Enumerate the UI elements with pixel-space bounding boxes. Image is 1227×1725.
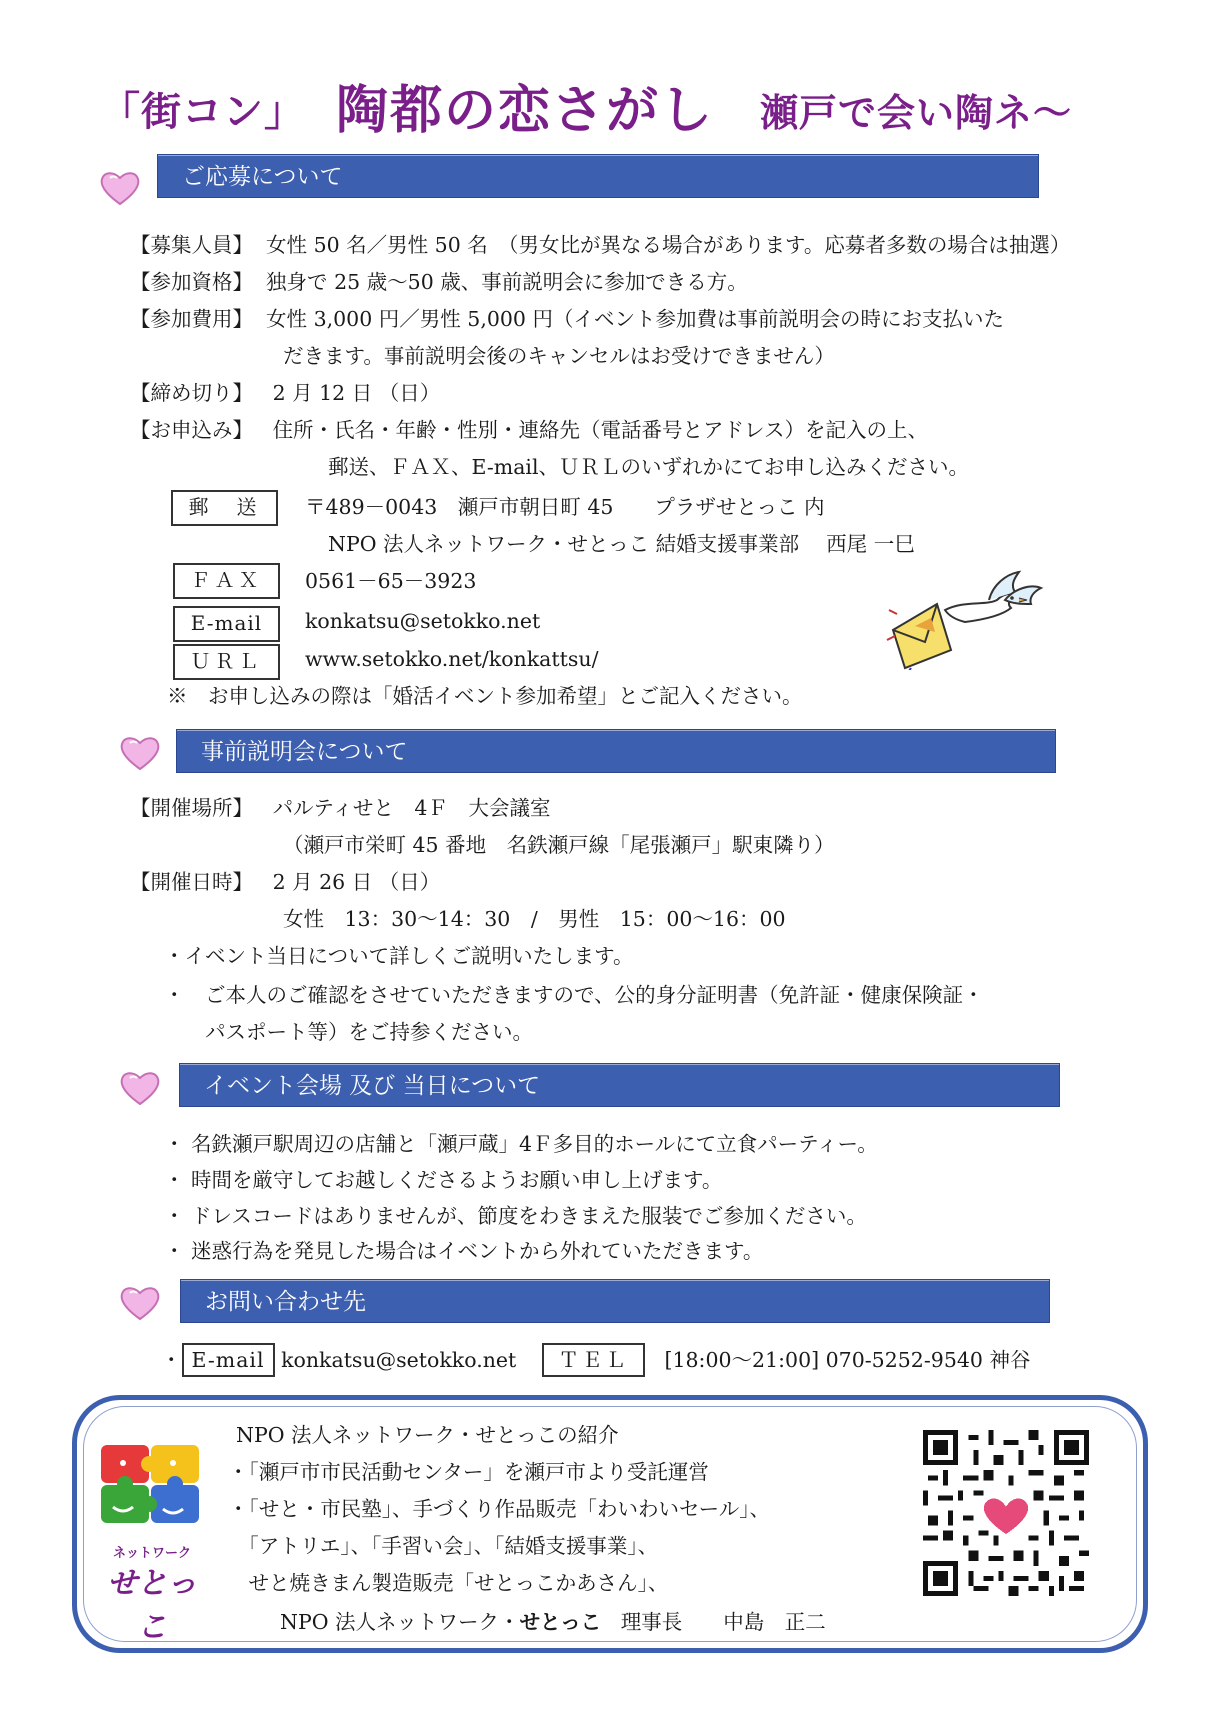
row-fee-cont: だきます。事前説明会後のキャンセルはお受けできません） xyxy=(283,344,835,368)
qr-code[interactable] xyxy=(923,1430,1089,1596)
row-value: 2 月 12 日 （日） xyxy=(272,381,441,405)
row-label: 【お申込み】 xyxy=(130,418,253,442)
section-header-briefing: 事前説明会について xyxy=(176,729,1056,773)
contact-label-post: 郵 送 xyxy=(171,490,278,526)
row-deadline xyxy=(130,379,440,407)
row-fee xyxy=(130,305,1004,333)
title-part-sub: 瀬戸で会い陶ネ～ xyxy=(760,91,1073,135)
event-bullet: ・ 迷惑行為を発見した場合はイベントから外れていただきます。 xyxy=(164,1239,764,1263)
row-application xyxy=(130,416,928,444)
event-bullet-text: 時間を厳守してお越しくださるようお願い申し上げます。 xyxy=(191,1168,723,1192)
row-label: 【締め切り】 xyxy=(130,381,253,405)
row-label: 【開催日時】 xyxy=(130,870,253,894)
bird-letter-illustration xyxy=(885,570,1045,670)
row-label: 【参加資格】 xyxy=(130,270,253,294)
panel-line: せと焼きまん製造販売「せとっこかあさん」、 xyxy=(228,1571,669,1595)
panel-line: ・「せと・市民塾」、手づくり作品販売「わいわいセール」、 xyxy=(228,1497,771,1521)
apply-note: ※ お申し込みの際は「婚活イベント参加希望」とご記入ください。 xyxy=(167,684,803,708)
row-venue-address: （瀬戸市栄町 45 番地 名鉄瀬戸線「尾張瀬戸」駅東隣り） xyxy=(283,833,835,857)
briefing-bullet: ・ ご本人のご確認をさせていただきますので、公的身分証明書（免許証・健康保険証・ xyxy=(164,983,984,1007)
heart-icon xyxy=(98,168,142,208)
event-bullet: ・ 時間を厳守してお越しくださるようお願い申し上げます。 xyxy=(164,1168,723,1192)
briefing-bullet: パスポート等）をご持参ください。 xyxy=(164,1020,533,1044)
page-title xyxy=(100,68,1150,141)
panel-line: 「アトリエ」、「手習い会」、「結婚支援事業」、 xyxy=(228,1534,659,1558)
section-header-event: イベント会場 及び 当日について xyxy=(179,1063,1060,1107)
event-bullet: ・ 名鉄瀬戸駅周辺の店舗と「瀬戸蔵」4Ｆ多目的ホールにて立食パーティー。 xyxy=(164,1132,878,1156)
row-label: 【参加費用】 xyxy=(130,307,253,331)
heart-icon xyxy=(118,733,162,773)
briefing-bullet: ・イベント当日について詳しくご説明いたします。 xyxy=(164,944,634,968)
logo-text-setokko: せとっこ xyxy=(107,1566,197,1645)
panel-signature xyxy=(280,1608,826,1636)
title-part-main: 陶都の恋さがし xyxy=(336,81,715,141)
row-value: 住所・氏名・年齢・性別・連絡先（電話番号とアドレス）を記入の上、 xyxy=(272,418,928,442)
row-application-cont: 郵送、ＦＡＸ、E-mail、ＵＲＬのいずれかにてお申し込みください。 xyxy=(328,455,970,479)
contact-url-link[interactable]: www.setokko.net/konkattsu/ xyxy=(305,647,599,671)
row-value: 女性 3,000 円／男性 5,000 円（イベント参加費は事前説明会の時にお支払いた xyxy=(266,307,1004,331)
signature-org: せとっこ xyxy=(519,1610,602,1634)
panel-line: ・「瀬戸市市民活動センター」を瀬戸市より受託運営 xyxy=(228,1460,709,1484)
event-bullet-text: 名鉄瀬戸駅周辺の店舗と「瀬戸蔵」4Ｆ多目的ホールにて立食パーティー。 xyxy=(191,1132,878,1156)
contact-post-recipient: NPO 法人ネットワーク・せとっこ 結婚支援事業部 西尾 一巳 xyxy=(328,532,915,556)
signature-chair: 理事長 中島 正二 xyxy=(620,1610,826,1634)
inquiry-email-link[interactable]: konkatsu@setokko.net xyxy=(281,1348,517,1372)
title-part-machikon: 「街コン」 xyxy=(100,89,305,135)
inquiry-row xyxy=(161,1343,1030,1377)
contact-email-link[interactable]: konkatsu@setokko.net xyxy=(305,609,541,633)
inquiry-tel-label: ＴＥＬ xyxy=(542,1343,645,1377)
inquiry-bullet: ・ xyxy=(161,1348,182,1372)
row-value: 独身で 25 歳～50 歳、事前説明会に参加できる方。 xyxy=(266,270,748,294)
logo-text-network: ネットワーク xyxy=(112,1546,191,1561)
heart-icon xyxy=(118,1283,162,1323)
contact-label-email: E-mail xyxy=(173,606,280,642)
row-label: 【募集人員】 xyxy=(130,233,253,257)
contact-label-url: ＵＲＬ xyxy=(173,644,280,680)
inquiry-email-label: E-mail xyxy=(182,1343,275,1377)
row-eligibility xyxy=(130,268,748,296)
contact-label-fax: ＦＡＸ xyxy=(173,563,280,599)
section-header-inquiry: お問い合わせ先 xyxy=(180,1279,1050,1323)
event-bullet-text: ドレスコードはありませんが、節度をわきまえた服装でご参加ください。 xyxy=(191,1204,867,1228)
row-value: パルティせと 4Ｆ 大会議室 xyxy=(272,796,551,820)
row-datetime-times: 女性 13：30～14：30 / 男性 15：00～16：00 xyxy=(283,907,786,931)
row-venue xyxy=(130,794,550,822)
heart-icon xyxy=(118,1068,162,1108)
panel-title: NPO 法人ネットワーク・せとっこの紹介 xyxy=(236,1423,619,1447)
event-bullet-text: 迷惑行為を発見した場合はイベントから外れていただきます。 xyxy=(191,1239,764,1263)
contact-fax-number: 0561－65－3923 xyxy=(305,569,477,593)
event-bullet: ・ ドレスコードはありませんが、節度をわきまえた服装でご参加ください。 xyxy=(164,1204,867,1228)
section-header-apply: ご応募について xyxy=(157,154,1039,198)
row-capacity xyxy=(130,231,1070,259)
signature-prefix: NPO 法人ネットワーク・ xyxy=(280,1610,520,1634)
row-datetime xyxy=(130,868,440,896)
inquiry-tel-number: [18:00～21:00] 070-5252-9540 神谷 xyxy=(664,1348,1031,1372)
row-value: 2 月 26 日 （日） xyxy=(272,870,441,894)
contact-post-address: 〒489－0043 瀬戸市朝日町 45 プラザせとっこ 内 xyxy=(305,495,825,519)
row-value: 女性 50 名／男性 50 名 （男女比が異なる場合があります。応募者多数の場合は抽選） xyxy=(266,233,1071,257)
row-label: 【開催場所】 xyxy=(130,796,253,820)
